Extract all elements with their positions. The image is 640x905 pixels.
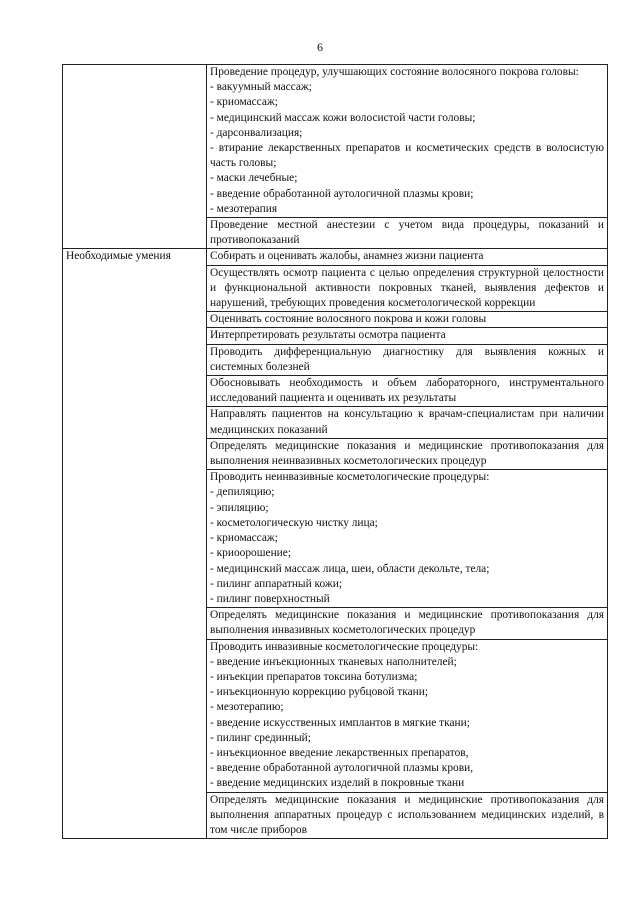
cell-line: - пилинг поверхностный (210, 592, 330, 605)
cell-line: - вакуумный массаж; (210, 81, 312, 94)
cell-line: Проведение процедур, улучшающих состояние волосяного покрова головы: (210, 66, 579, 78)
table-cell (207, 344, 608, 375)
cell-line: Проводить инвазивные косметологические процедуры: (210, 640, 479, 653)
table-cell (207, 376, 608, 407)
cell-line: - инъекционную коррекцию рубцовой ткани; (210, 686, 428, 699)
cell-text: Оценивать состояние волосяного покрова и кожи головы (210, 313, 487, 326)
table-cell (207, 218, 608, 249)
table-cell (207, 407, 608, 438)
table-row (63, 65, 608, 218)
table-cell (207, 470, 608, 608)
table-row (63, 249, 608, 265)
cell-line: - мезотерапию; (210, 701, 284, 714)
cell-text: Собирать и оценивать жалобы, анамнез жизни пациента (210, 250, 484, 263)
cell-line: - криомассаж; (210, 96, 278, 109)
table-cell (207, 65, 608, 218)
cell-text: Проводить дифференциальную диагностику для выявления кожных и системных болезней (210, 345, 604, 373)
table-cell (207, 792, 608, 839)
cell-line: - медицинский массаж кожи волосистой части головы; (210, 111, 476, 124)
cell-line: - введение обработанной аутологичной плазмы крови, (210, 762, 474, 775)
cell-text: Направлять пациентов на консультацию к врачам-специалистам при наличии медицинских показаний (210, 408, 604, 436)
cell-line: - криомассаж; (210, 532, 278, 545)
cell-text: Определять медицинские показания и медицинские противопоказания для выполнения инвазивных косметологических процедур (210, 609, 604, 637)
cell-line: - косметологическую чистку лица; (210, 516, 378, 529)
cell-line: - введение искусственных имплантов в мягкие ткани; (210, 716, 470, 729)
cell-line: - дарсонвализация; (210, 126, 303, 139)
cell-line: - пилинг аппаратный кожи; (210, 577, 343, 590)
cell-line: - введение медицинских изделий в покровные ткани (210, 777, 465, 790)
row-label-cell (63, 65, 207, 249)
cell-line: - инъекционное введение лекарственных препаратов, (210, 746, 469, 759)
row-label-cell (63, 249, 207, 839)
cell-line: - депиляцию; (210, 486, 275, 499)
cell-line: - введение обработанной аутологичной плазмы крови; (210, 187, 474, 200)
cell-line: - медицинский массаж лица, шеи, области декольте, тела; (210, 562, 490, 575)
cell-line: - введение инъекционных тканевых наполнителей; (210, 655, 457, 668)
cell-text: Проведение местной анестезии с учетом вида процедуры, показаний и противопоказаний (210, 219, 604, 247)
page-number: 6 (317, 40, 323, 54)
table-cell (207, 249, 608, 265)
table-cell (207, 328, 608, 344)
cell-text: Осуществлять осмотр пациента с целью определения структурной целостности и функциональной активности покровных тканей, выявления дефектов и нарушений, требующих проведения косметологической коррекции (210, 266, 604, 310)
table-cell (207, 438, 608, 469)
cell-line: - эпиляцию; (210, 501, 269, 514)
table-cell (207, 265, 608, 312)
cell-line: - инъекции препаратов токсина ботулизма; (210, 670, 418, 683)
cell-text: Обосновывать необходимость и объем лабораторного, инструментального исследований пациента и оценивать их результаты (210, 377, 604, 405)
cell-line: - криоорошение; (210, 547, 291, 560)
cell-text: Определять медицинские показания и медицинские противопоказания для выполнения неинвазивных косметологических процедур (210, 439, 604, 468)
cell-line: Проводить неинвазивные косметологические процедуры: (210, 471, 490, 484)
table-cell (207, 639, 608, 792)
cell-line: - мезотерапия (210, 202, 278, 215)
cell-text: Интерпретировать результаты осмотра пациента (210, 329, 446, 342)
competency-table (62, 64, 608, 839)
cell-line: - маски лечебные; (210, 172, 298, 185)
table-cell (207, 608, 608, 639)
table-cell (207, 312, 608, 328)
cell-line: - пилинг срединный; (210, 731, 311, 744)
cell-text: Определять медицинские показания и медицинские противопоказания для выполнения аппаратных процедур с использованием медицинских изделий, в том числе приборов (210, 793, 604, 836)
cell-line: - втирание лекарственных препаратов и косметических средств в волосистую часть головы; (210, 142, 604, 170)
row-label: Необходимые умения (66, 250, 171, 263)
